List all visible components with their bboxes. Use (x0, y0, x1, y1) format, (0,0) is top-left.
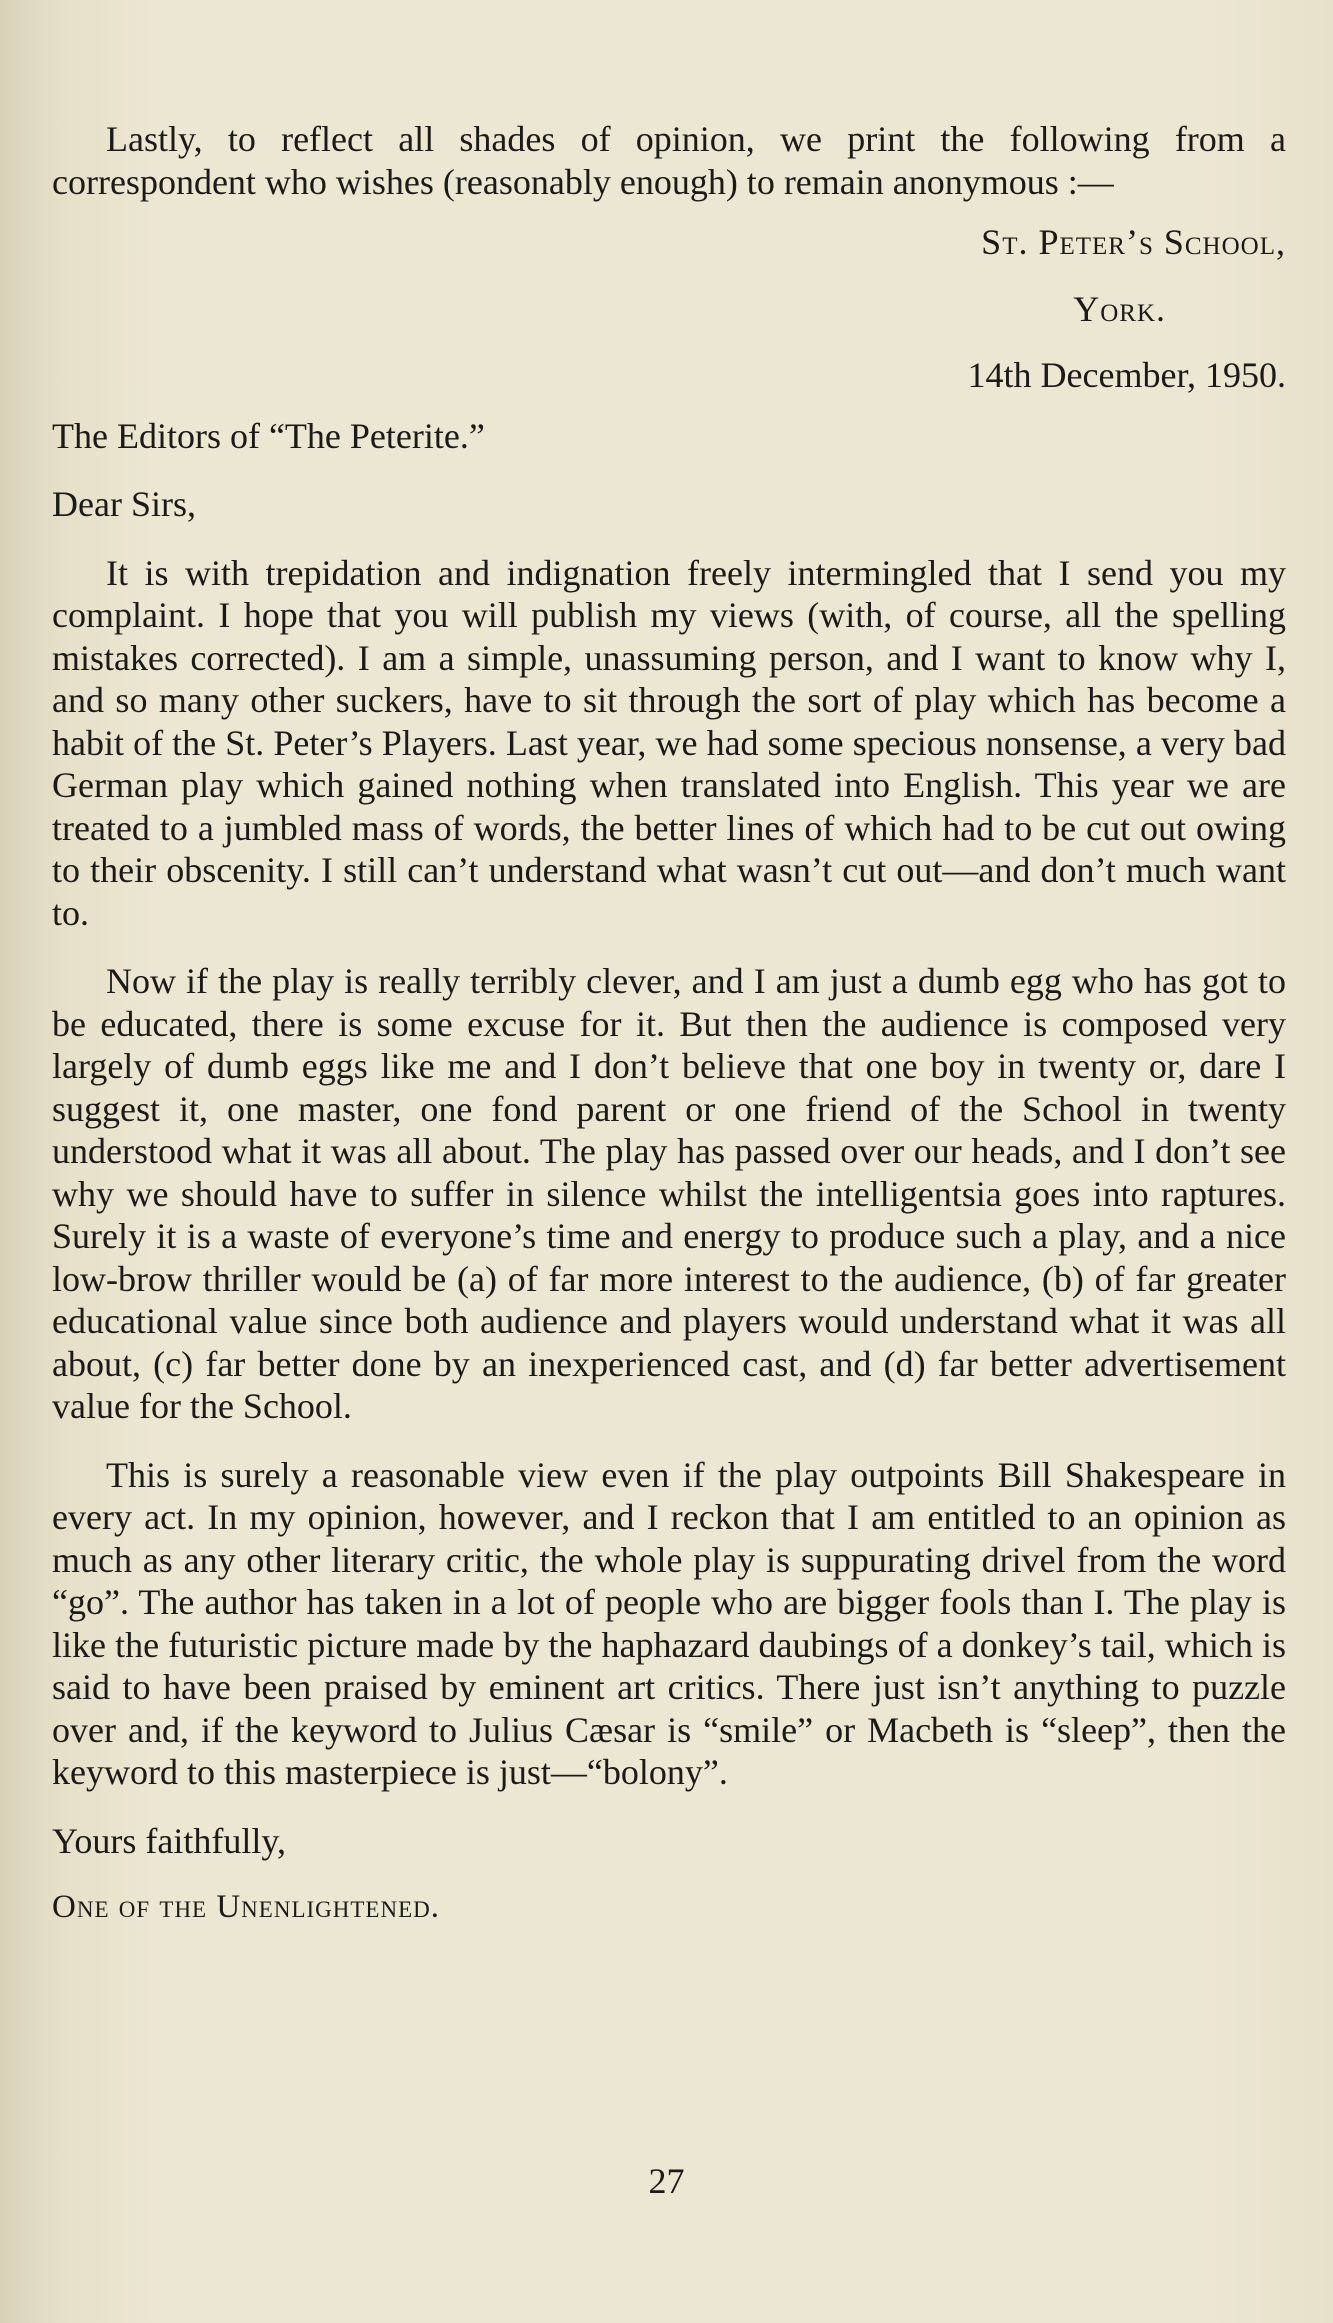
letter-date: 14th December, 1950. (967, 355, 1286, 395)
body-paragraph-2: Now if the play is really terribly clever, and I am just a dumb egg who has got to be educated, there is some excuse for it. But then the audience is composed very largely of dumb eggs like me and I don’t believe that one boy in twenty or, dare I suggest it, one master, one fond parent or one friend of the School in twenty understood what it was all about. The play has passed over our heads, and I don’t see why we should have to suffer in silence whilst the intelligentsia goes into raptures. Surely it is a waste of everyone’s time and energy to produce such a play, and a nice low-brow thriller would be (a) of far more interest to the audience, (b) of far greater educational value since both audience and players would understand what it was all about, (c) far better done by an inexperienced cast, and (d) far better advertisement value for the School. (52, 961, 1286, 1426)
body-paragraph-3: This is surely a reasonable view even if the play outpoints Bill Shakespeare in every act. In my opinion, however, and I reckon that I am entitled to an opinion as much as any other literary critic, the whole play is suppurating drivel from the word “go”. The author has taken in a lot of people who are bigger fools than I. The play is like the futuristic picture made by the haphazard daubings of a donkey’s tail, which is said to have been praised by eminent art critics. There just isn’t anything to puzzle over and, if the keyword to Julius Cæsar is “smile” or Macbeth is “sleep”, then the keyword to this masterpiece is just—“bolony”. (52, 1454, 1286, 1792)
address-line-city: York. (1073, 288, 1166, 329)
salutation: Dear Sirs, (52, 484, 196, 524)
intro-paragraph: Lastly, to reflect all shades of opinion, we print the following from a correspondent who wishes (reasonably enough) to remain anonymous :— (52, 119, 1286, 202)
page-number: 27 (648, 2161, 685, 2201)
signature: One of the Unenlightened. (52, 1889, 440, 1925)
closing-line: Yours faithfully, (52, 1820, 287, 1861)
letter-content (52, 118, 1286, 1929)
recipient-line: The Editors of “The Peterite.” (52, 415, 485, 456)
sender-address (52, 221, 1286, 397)
address-line-school: St. Peter’s School, (981, 222, 1286, 262)
body-paragraph-1: It is with trepidation and indignation freely intermingled that I send you my complaint. I hope that you will publish my views (with, of course, all the spelling mistakes corrected). I am a simple, unassuming person, and I want to know why I, and so many other suckers, have to sit through the sort of play which has become a habit of the St. Peter’s Players. Last year, we had some specious nonsense, a very bad German play which gained nothing when translated into English. This year we are treated to a jumbled mass of words, the better lines of which had to be cut out owing to their obscenity. I still can’t understand what wasn’t cut out—and don’t much want to. (52, 552, 1286, 933)
